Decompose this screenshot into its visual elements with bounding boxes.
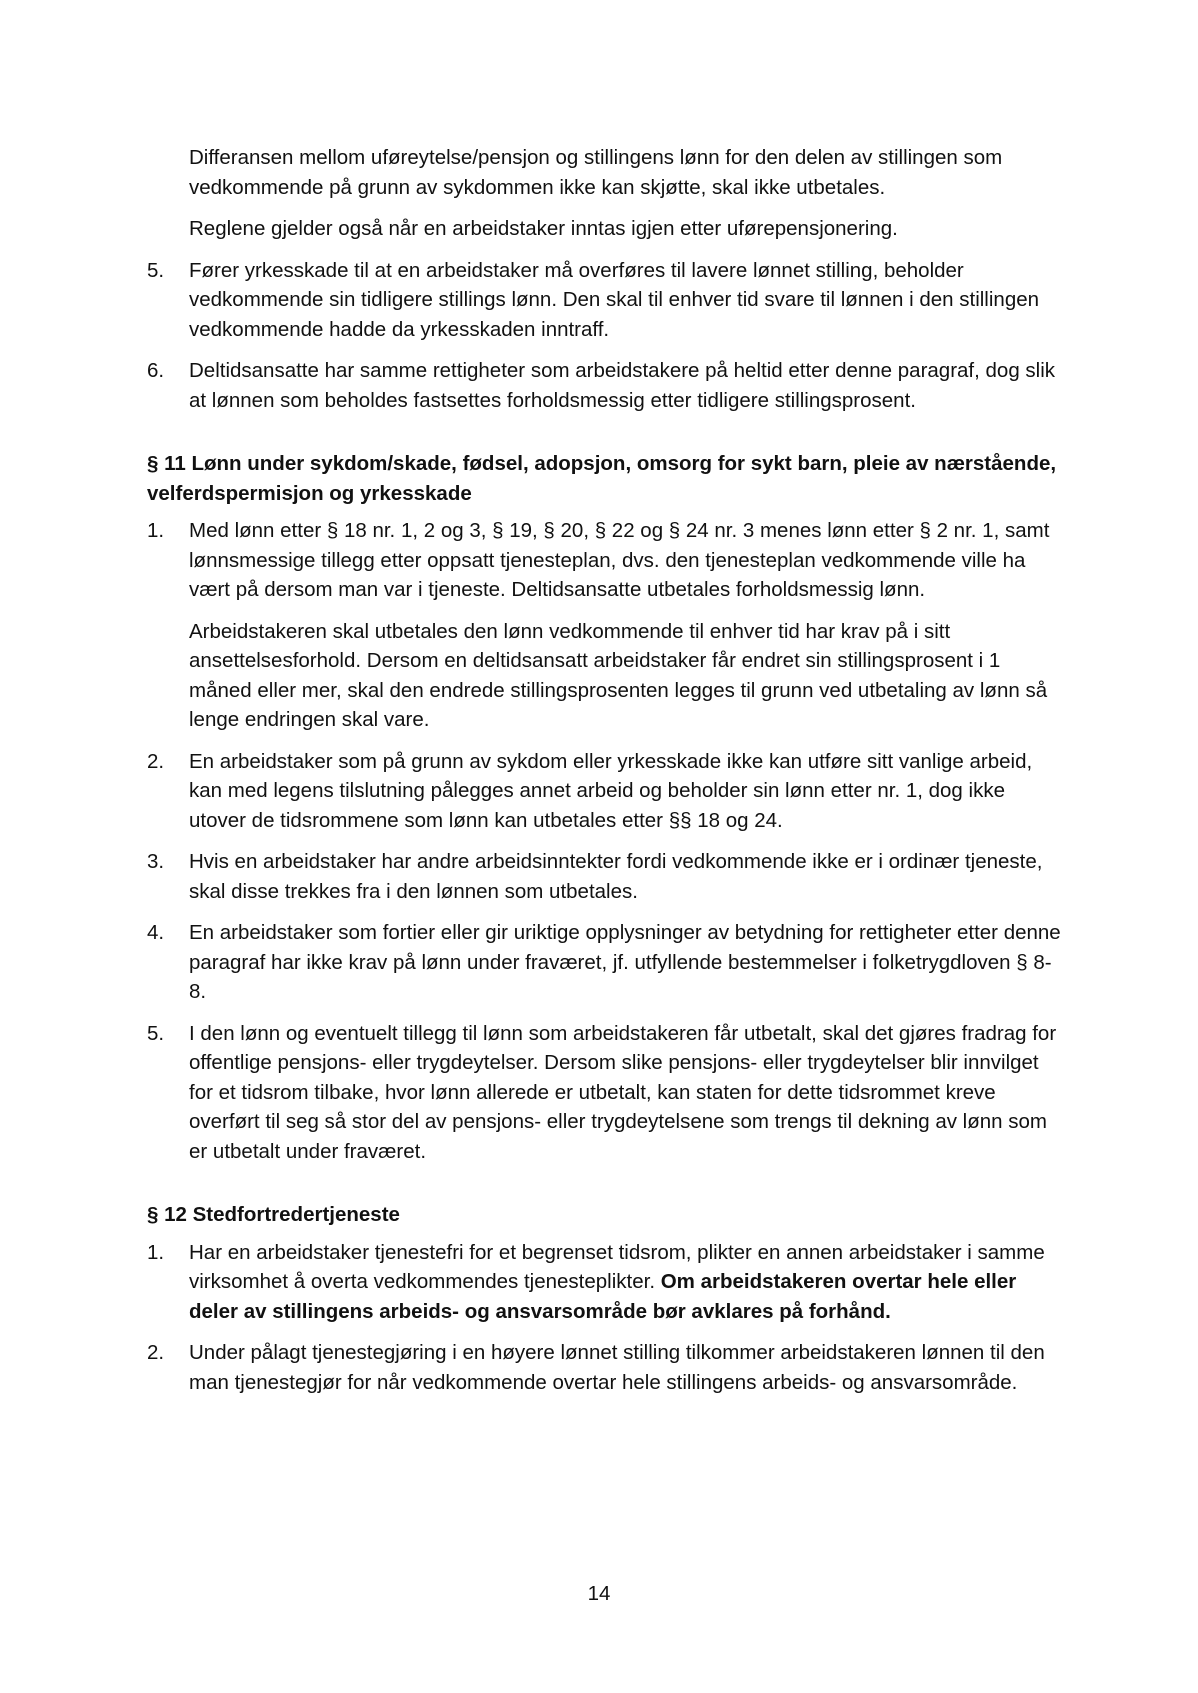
list-item: [147, 1238, 1067, 1327]
list-item: [147, 356, 1067, 415]
paragraph: Reglene gjelder også når en arbeidstaker inntas igjen etter uførepensjonering.: [189, 217, 898, 240]
list-item: [147, 747, 1067, 836]
section-heading: § 11 Lønn under sykdom/skade, fødsel, adopsjon, omsorg for sykt barn, pleie av nærstående, velferdspermisjon og yrkesskade: [147, 452, 1057, 505]
page-number: 14: [587, 1582, 611, 1605]
item-text: Har en arbeidstaker tjenestefri for et begrenset tidsrom, plikter en annen arbeidstaker i samme virksomhet å overta vedkommendes tjenesteplikter.: [189, 1240, 1045, 1293]
item-number: 5.: [147, 258, 165, 282]
item-text-bold: Om arbeidstakeren overtar hele eller deler av stillingens arbeids- og ansvarsområde bør avklares på forhånd.: [189, 1270, 1017, 1323]
item-number: 5.: [147, 1021, 165, 1045]
item-number: 4.: [147, 921, 165, 944]
item-text: Under pålagt tjenestegjøring i en høyere lønnet stilling tilkommer arbeidstakeren lønnen til den man tjenestegjør for når vedkommende overtar hele stillingens arbeids- og ansvarsområde.: [189, 1341, 1045, 1394]
item-number: 2.: [147, 749, 165, 773]
page-content: [147, 143, 1067, 1409]
item-number: 1.: [147, 1240, 165, 1264]
item-text: Deltidsansatte har samme rettigheter som arbeidstakere på heltid etter denne paragraf, dog slik at lønnen som beholdes fastsettes forholdsmessig etter tidligere stillingsprosent.: [189, 359, 1056, 412]
item-text: I den lønn og eventuelt tillegg til lønn som arbeidstakeren får utbetalt, skal det gjøres fradrag for offentlige pensjons- eller trygdeytelser. Dersom slike pensjons- eller trygdeytelser blir innvilget for et tidsrom tilbake, hvor lønn allerede er utbetalt, kan staten for dette tidsrommet kreve overført til seg så stor del av pensjons- eller trygdeytelsene som trengs til dekning av lønn som er utbetalt under fraværet.: [189, 1021, 1057, 1163]
paragraph: Differansen mellom uføreytelse/pensjon og stillingens lønn for den delen av stillingen som vedkommende på grunn av sykdommen ikke kan skjøtte, skal ikke utbetales.: [189, 146, 1003, 199]
item-text: Fører yrkesskade til at en arbeidstaker må overføres til lavere lønnet stilling, beholder vedkommende sin tidligere stillings lønn. Den skal til enhver tid svare til lønnen i den stillingen vedkommende hadde da yrkesskaden inntraff.: [189, 258, 1040, 341]
section-heading: § 12 Stedfortredertjeneste: [147, 1203, 400, 1226]
item-number: 6.: [147, 359, 165, 382]
item-number: 1.: [147, 519, 165, 542]
list-item: [147, 256, 1067, 345]
item-text: En arbeidstaker som fortier eller gir uriktige opplysninger av betydning for rettigheter etter denne paragraf har ikke krav på lønn under fraværet, jf. utfyllende bestemmelser i folketrygdloven § 8-8.: [189, 921, 1061, 1003]
item-text: En arbeidstaker som på grunn av sykdom eller yrkesskade ikke kan utføre sitt vanlige arbeid, kan med legens tilslutning pålegges annet arbeid og beholder sin lønn etter nr. 1, dog ikke utover de tidsrommene som lønn kan utbetales etter §§ 18 og 24.: [189, 749, 1033, 832]
item-number: 2.: [147, 1341, 165, 1364]
list-item: [147, 1338, 1067, 1397]
item-body: [189, 1238, 1067, 1327]
item-body: [189, 516, 1067, 735]
item-text: Arbeidstakeren skal utbetales den lønn vedkommende til enhver tid har krav på i sitt ansettelsesforhold. Dersom en deltidsansatt arbeidstaker får endret sin stillingsprosent i 1 måned eller mer, skal den endrede stillingsprosenten legges til grunn ved utbetaling av lønn så lenge endringen skal vare.: [189, 619, 1048, 731]
list-item: [147, 1019, 1067, 1167]
item-number: 3.: [147, 850, 165, 873]
list-item: [147, 516, 1067, 735]
list-item: [147, 847, 1067, 906]
item-text: Hvis en arbeidstaker har andre arbeidsinntekter fordi vedkommende ikke er i ordinær tjeneste, skal disse trekkes fra i den lønnen som utbetales.: [189, 850, 1043, 903]
item-text: Med lønn etter § 18 nr. 1, 2 og 3, § 19, § 20, § 22 og § 24 nr. 3 menes lønn etter § 2 nr. 1, samt lønnsmessige tillegg etter oppsatt tjenesteplan, dvs. den tjenesteplan vedkommende ville ha vært på dersom man var i tjeneste. Deltidsansatte utbetales forholdsmessig lønn.: [189, 519, 1050, 601]
list-item: [147, 918, 1067, 1007]
